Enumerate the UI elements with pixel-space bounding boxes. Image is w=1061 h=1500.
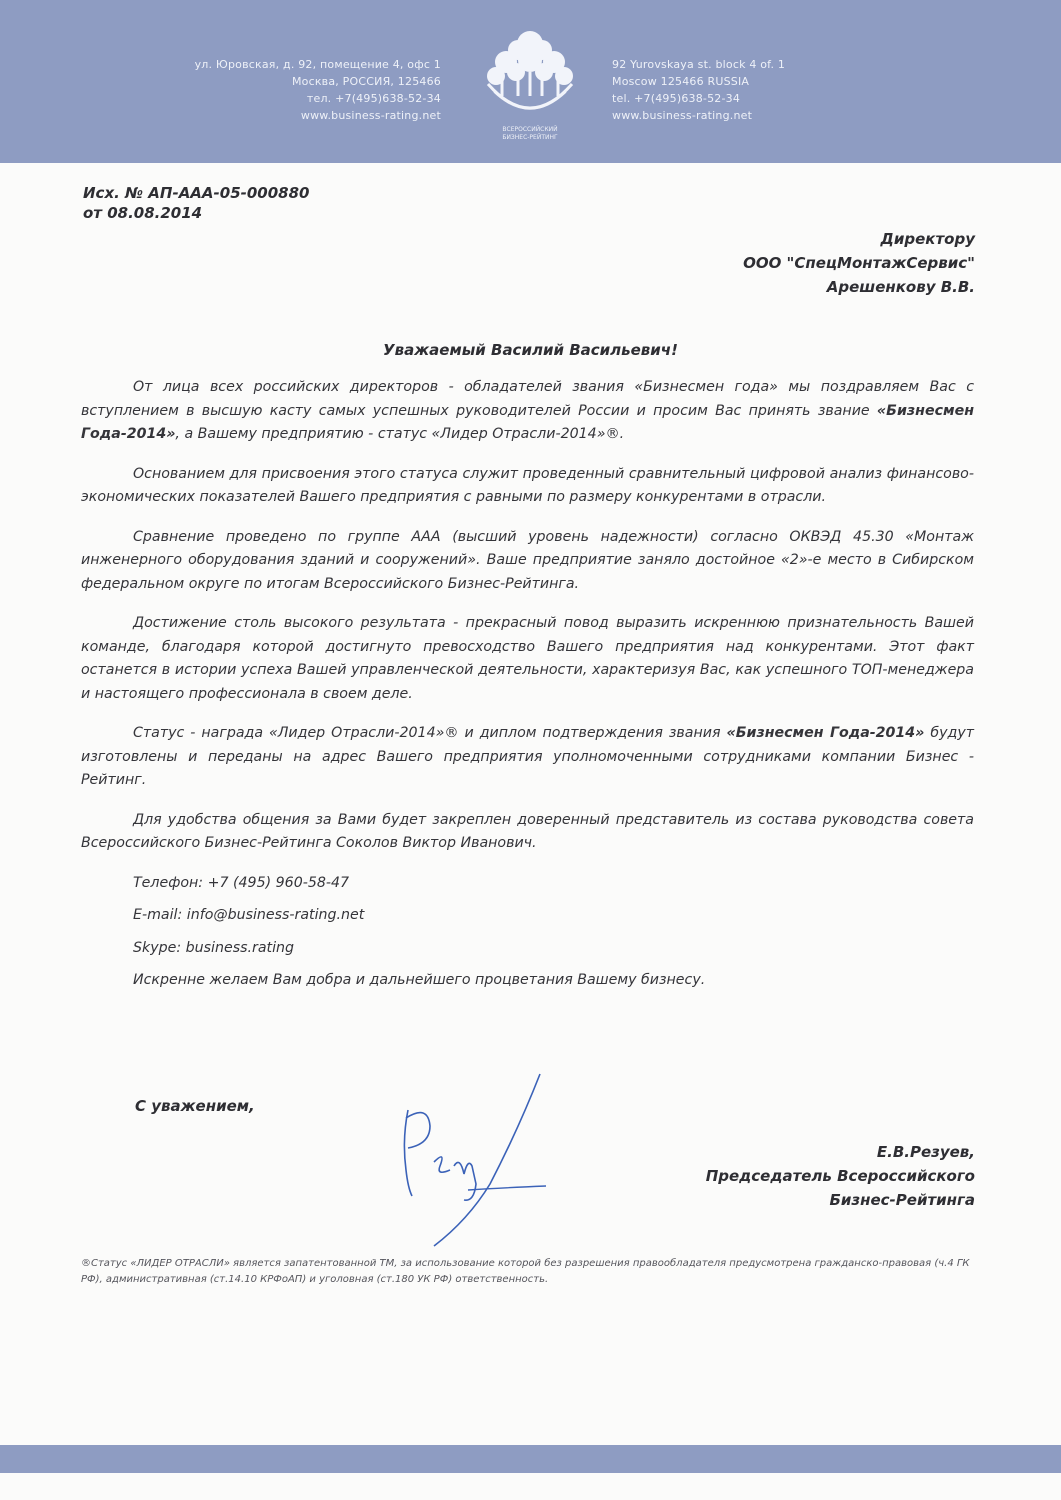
header-ru-line: тел. +7(495)638-52-34 [306,92,441,105]
closing-wish: Искренне желаем Вам добра и дальнейшего процветания Вашему бизнесу. [133,972,706,988]
header-en-line: 92 Yurovskaya st. block 4 of. 1 [612,58,786,71]
title-emphasis: «Бизнесмен Года-2014» [726,725,925,741]
header-en-line: www.business-rating.net [612,109,753,122]
header-en-line: tel. +7(495)638-52-34 [612,92,741,105]
signer-block [706,1140,975,1212]
logo-caption-line: БИЗНЕС-РЕЙТИНГ [502,134,558,141]
letterhead-header [0,0,1061,163]
paragraph: Основанием для присвоения этого статуса служит проведенный сравнительный цифровой анализ финансово-экономических показателей Вашего предприятия с равными по размеру конкурентами в отрасли. [81,465,974,505]
reference-date: от 08.08.2014 [83,204,203,222]
header-address-ru [195,56,441,124]
signer-title: Председатель Всероссийского [705,1167,975,1185]
contact-skype: Skype: business.rating [133,939,295,956]
paragraph-text: будут изготовлены и переданы на адрес Вашего предприятия уполномоченными сотрудниками компании Бизнес - Рейтинг. [81,725,974,788]
contact-email: E-mail: info@business-rating.net [133,907,365,923]
logo-caption-line: ВСЕРОССИЙСКИЙ [502,126,558,133]
reference-number: Исх. № АП-ААА-05-000880 [83,184,310,202]
header-ru-line: www.business-rating.net [300,109,441,122]
signer-org: Бизнес-Рейтинга [829,1191,975,1209]
letterhead-footer [0,1445,1061,1473]
outgoing-reference [83,183,309,223]
paragraph-text: , а Вашему предприятию - статус «Лидер Отрасли-2014»®. [175,426,625,442]
title-emphasis: «Бизнесмен Года-2014» [81,402,974,442]
letter-body [81,376,974,1002]
header-address-en [612,56,785,124]
paragraph: Достижение столь высокого результата - прекрасный повод выразить искреннюю признательность Вашей команде, благодаря которой достигнуто превосходство Вашего предприятия над конкурентами. Этот факт останется в истории успеха Вашей управленческой деятельности, характеризуя Вас, как успешного ТОП-менеджера и настоящего профессионала в своем деле. [81,615,974,702]
contact-phone: Телефон: +7 (495) 960-58-47 [133,874,350,891]
paragraph-text: От лица всех российских директоров - обладателей звания «Бизнесмен года» мы поздравляем Вас с вступлением в высшую касту самых успешных руководителей России и просим Вас принять звание [81,379,974,419]
addressee-line: Директору [880,230,975,248]
paragraph [81,376,974,447]
handwritten-signature [368,1070,568,1270]
paragraph: Сравнение проведено по группе ААА (высший уровень надежности) согласно ОКВЭД 45.30 «Монтаж инженерного оборудования зданий и сооружений». Ваше предприятие заняло достойное «2»-е место в Сибирском федеральном округе по итогам Всероссийского Бизнес-Рейтинга. [81,528,974,592]
header-ru-line: ул. Юровская, д. 92, помещение 4, офс 1 [194,58,441,71]
header-ru-line: Москва, РОССИЯ, 125466 [291,75,441,88]
header-en-line: Moscow 125466 RUSSIA [612,75,750,88]
trademark-footnote: ®Статус «ЛИДЕР ОТРАСЛИ» является запатентованной ТМ, за использование которой без разрешения правообладателя предусмотрена гражданско-правовая (ч.4 ГК РФ), административная (ст.14.10 КРФоАП) и уголовная (ст.180 УК РФ) ответственность. [81,1258,970,1285]
addressee-line: Арешенкову В.В. [826,278,975,296]
closing-phrase: С уважением, [135,1097,255,1115]
signer-name: Е.В.Резуев, [876,1143,975,1161]
salutation: Уважаемый Василий Васильевич! [383,341,678,359]
logo-caption [470,126,590,142]
paragraph [81,722,974,793]
paragraph-text: Статус - награда «Лидер Отрасли-2014»® и диплом подтверждения звания [133,725,727,741]
addressee-line: ООО "СпецМонтажСервис" [743,254,975,272]
addressee-block [743,227,975,299]
paragraph: Для удобства общения за Вами будет закреплен доверенный представитель из состава руководства совета Всероссийского Бизнес-Рейтинга Соколов Виктор Иванович. [81,811,974,851]
